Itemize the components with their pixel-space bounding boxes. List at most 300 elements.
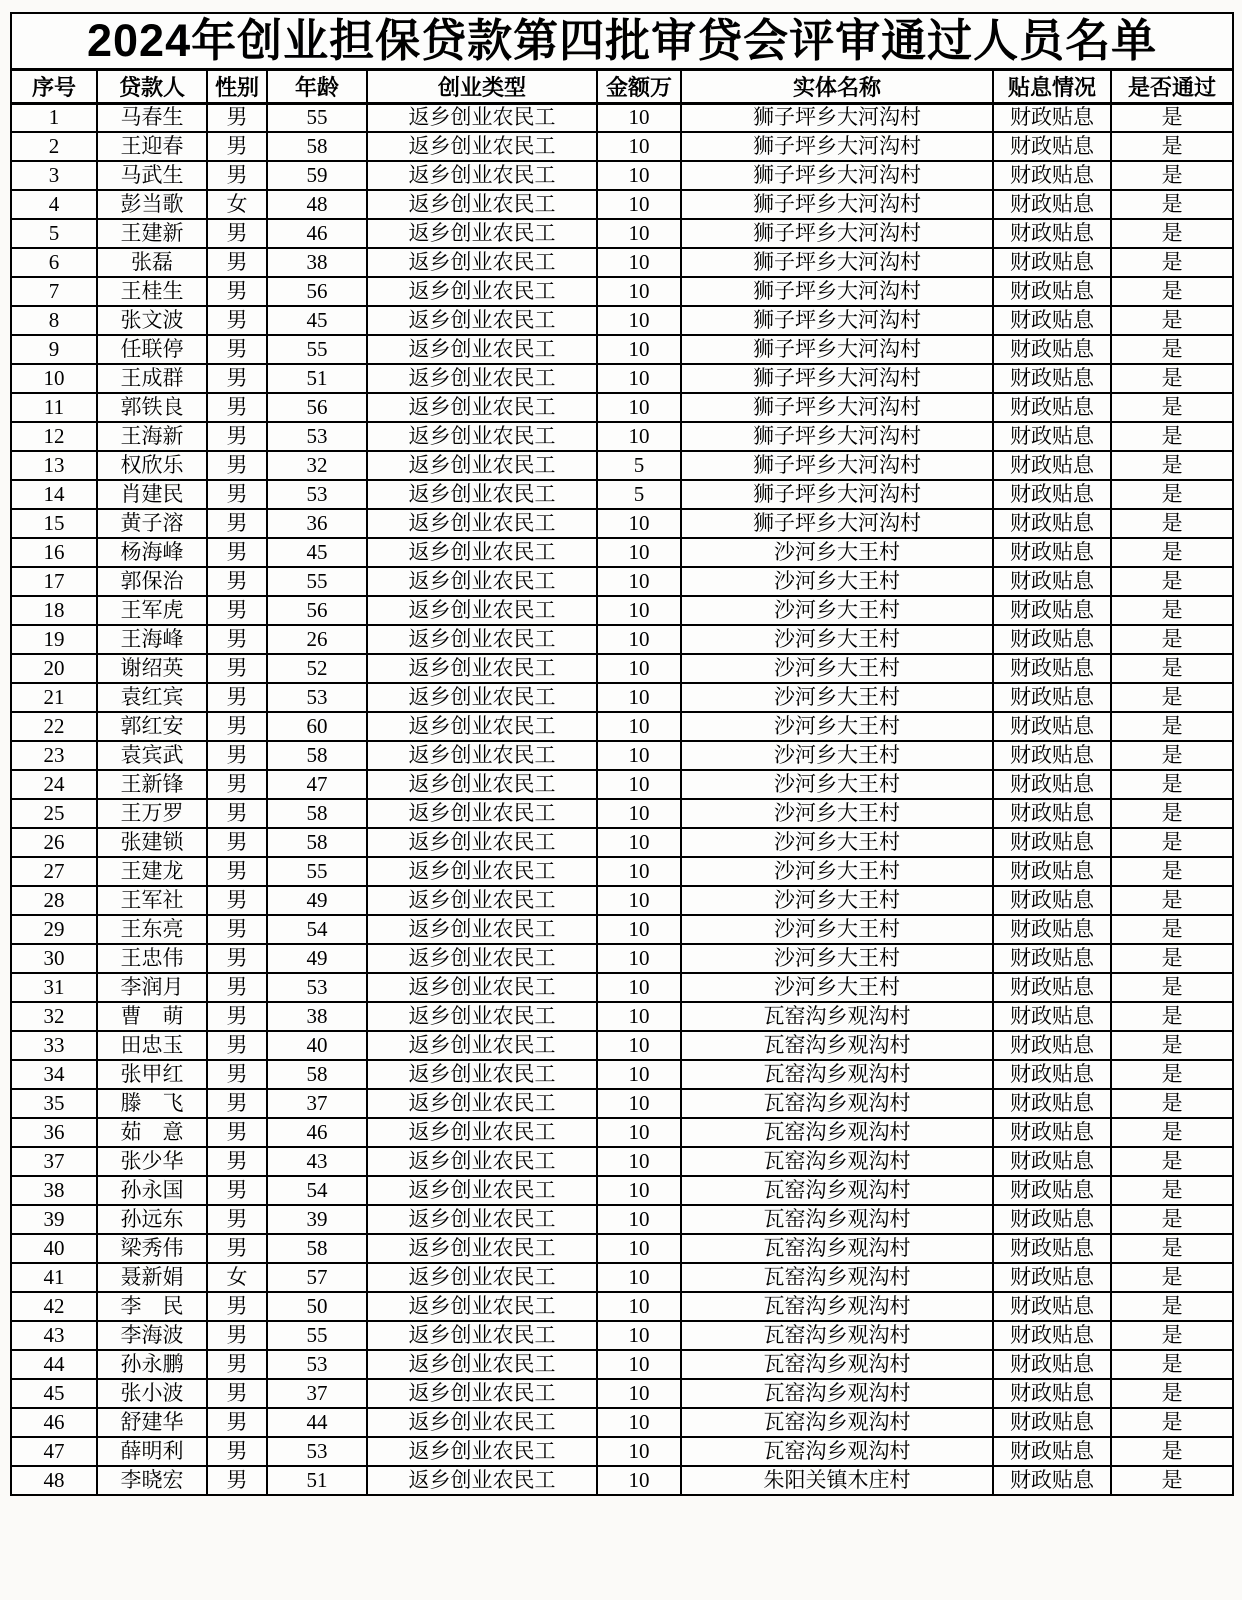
- cell-approved: 是: [1111, 1176, 1233, 1205]
- cell-amount: 10: [597, 306, 681, 335]
- table-row: [11, 915, 1233, 944]
- cell-gender: 男: [207, 1408, 267, 1437]
- table-row: [11, 1408, 1233, 1437]
- table-row: [11, 219, 1233, 248]
- table-row: [11, 509, 1233, 538]
- table-row: [11, 1263, 1233, 1292]
- column-header-approved: 是否通过: [1111, 69, 1233, 103]
- cell-approved: 是: [1111, 393, 1233, 422]
- cell-subsidy: 财政贴息: [993, 1408, 1111, 1437]
- cell-business-type: 返乡创业农民工: [367, 451, 597, 480]
- cell-age: 37: [267, 1089, 367, 1118]
- cell-approved: 是: [1111, 364, 1233, 393]
- cell-index: 1: [11, 103, 97, 132]
- cell-entity: 狮子坪乡大河沟村: [681, 103, 993, 132]
- cell-subsidy: 财政贴息: [993, 886, 1111, 915]
- cell-entity: 瓦窑沟乡观沟村: [681, 1408, 993, 1437]
- table-row: [11, 393, 1233, 422]
- cell-borrower: 孙远东: [97, 1205, 207, 1234]
- cell-index: 38: [11, 1176, 97, 1205]
- column-header-borrower: 贷款人: [97, 69, 207, 103]
- cell-subsidy: 财政贴息: [993, 1321, 1111, 1350]
- cell-subsidy: 财政贴息: [993, 306, 1111, 335]
- cell-entity: 沙河乡大王村: [681, 828, 993, 857]
- column-header-age: 年龄: [267, 69, 367, 103]
- cell-index: 41: [11, 1263, 97, 1292]
- cell-amount: 10: [597, 1176, 681, 1205]
- column-header-entity: 实体名称: [681, 69, 993, 103]
- cell-entity: 瓦窑沟乡观沟村: [681, 1002, 993, 1031]
- cell-subsidy: 财政贴息: [993, 944, 1111, 973]
- cell-index: 16: [11, 538, 97, 567]
- cell-borrower: 张文波: [97, 306, 207, 335]
- cell-age: 32: [267, 451, 367, 480]
- cell-amount: 10: [597, 886, 681, 915]
- cell-amount: 10: [597, 712, 681, 741]
- cell-approved: 是: [1111, 1321, 1233, 1350]
- column-header-gender: 性别: [207, 69, 267, 103]
- cell-gender: 男: [207, 306, 267, 335]
- cell-subsidy: 财政贴息: [993, 915, 1111, 944]
- cell-subsidy: 财政贴息: [993, 1147, 1111, 1176]
- cell-subsidy: 财政贴息: [993, 277, 1111, 306]
- cell-index: 32: [11, 1002, 97, 1031]
- cell-amount: 10: [597, 973, 681, 1002]
- cell-age: 43: [267, 1147, 367, 1176]
- loan-approval-table: [10, 12, 1234, 1496]
- cell-business-type: 返乡创业农民工: [367, 1321, 597, 1350]
- cell-gender: 男: [207, 335, 267, 364]
- cell-approved: 是: [1111, 799, 1233, 828]
- table-row: [11, 1466, 1233, 1495]
- cell-age: 36: [267, 509, 367, 538]
- cell-business-type: 返乡创业农民工: [367, 277, 597, 306]
- cell-entity: 瓦窑沟乡观沟村: [681, 1263, 993, 1292]
- cell-index: 48: [11, 1466, 97, 1495]
- cell-business-type: 返乡创业农民工: [367, 741, 597, 770]
- cell-amount: 10: [597, 683, 681, 712]
- cell-subsidy: 财政贴息: [993, 1350, 1111, 1379]
- table-row: [11, 422, 1233, 451]
- cell-index: 20: [11, 654, 97, 683]
- cell-borrower: 王军虎: [97, 596, 207, 625]
- cell-entity: 瓦窑沟乡观沟村: [681, 1118, 993, 1147]
- cell-borrower: 张建锁: [97, 828, 207, 857]
- cell-age: 49: [267, 944, 367, 973]
- cell-borrower: 王海新: [97, 422, 207, 451]
- cell-age: 53: [267, 1350, 367, 1379]
- cell-business-type: 返乡创业农民工: [367, 712, 597, 741]
- cell-subsidy: 财政贴息: [993, 625, 1111, 654]
- cell-index: 40: [11, 1234, 97, 1263]
- cell-business-type: 返乡创业农民工: [367, 915, 597, 944]
- cell-business-type: 返乡创业农民工: [367, 1350, 597, 1379]
- cell-amount: 10: [597, 1263, 681, 1292]
- cell-approved: 是: [1111, 712, 1233, 741]
- cell-entity: 狮子坪乡大河沟村: [681, 190, 993, 219]
- cell-gender: 男: [207, 799, 267, 828]
- cell-amount: 10: [597, 364, 681, 393]
- cell-borrower: 薛明利: [97, 1437, 207, 1466]
- table-row: [11, 944, 1233, 973]
- table-body: [11, 103, 1233, 1495]
- cell-age: 59: [267, 161, 367, 190]
- cell-borrower: 袁红宾: [97, 683, 207, 712]
- cell-borrower: 张磊: [97, 248, 207, 277]
- cell-age: 55: [267, 857, 367, 886]
- cell-amount: 10: [597, 567, 681, 596]
- cell-business-type: 返乡创业农民工: [367, 1292, 597, 1321]
- cell-approved: 是: [1111, 422, 1233, 451]
- cell-business-type: 返乡创业农民工: [367, 1379, 597, 1408]
- cell-entity: 狮子坪乡大河沟村: [681, 335, 993, 364]
- cell-approved: 是: [1111, 538, 1233, 567]
- cell-index: 37: [11, 1147, 97, 1176]
- cell-subsidy: 财政贴息: [993, 364, 1111, 393]
- cell-approved: 是: [1111, 277, 1233, 306]
- cell-subsidy: 财政贴息: [993, 1176, 1111, 1205]
- cell-business-type: 返乡创业农民工: [367, 1408, 597, 1437]
- cell-entity: 沙河乡大王村: [681, 538, 993, 567]
- cell-gender: 男: [207, 654, 267, 683]
- cell-age: 44: [267, 1408, 367, 1437]
- cell-borrower: 王桂生: [97, 277, 207, 306]
- cell-amount: 10: [597, 1205, 681, 1234]
- cell-entity: 瓦窑沟乡观沟村: [681, 1234, 993, 1263]
- cell-subsidy: 财政贴息: [993, 741, 1111, 770]
- cell-entity: 沙河乡大王村: [681, 857, 993, 886]
- cell-borrower: 王建新: [97, 219, 207, 248]
- cell-entity: 狮子坪乡大河沟村: [681, 451, 993, 480]
- cell-age: 58: [267, 1234, 367, 1263]
- cell-age: 38: [267, 248, 367, 277]
- cell-borrower: 彭当歌: [97, 190, 207, 219]
- cell-gender: 男: [207, 1176, 267, 1205]
- cell-business-type: 返乡创业农民工: [367, 1031, 597, 1060]
- cell-gender: 男: [207, 712, 267, 741]
- table-row: [11, 335, 1233, 364]
- cell-approved: 是: [1111, 1350, 1233, 1379]
- cell-gender: 男: [207, 741, 267, 770]
- cell-gender: 男: [207, 1379, 267, 1408]
- cell-age: 45: [267, 306, 367, 335]
- cell-entity: 瓦窑沟乡观沟村: [681, 1060, 993, 1089]
- cell-approved: 是: [1111, 567, 1233, 596]
- cell-approved: 是: [1111, 741, 1233, 770]
- cell-index: 13: [11, 451, 97, 480]
- cell-business-type: 返乡创业农民工: [367, 422, 597, 451]
- cell-amount: 10: [597, 538, 681, 567]
- cell-borrower: 张小波: [97, 1379, 207, 1408]
- cell-subsidy: 财政贴息: [993, 1437, 1111, 1466]
- cell-age: 46: [267, 1118, 367, 1147]
- cell-business-type: 返乡创业农民工: [367, 306, 597, 335]
- cell-age: 58: [267, 828, 367, 857]
- cell-entity: 狮子坪乡大河沟村: [681, 248, 993, 277]
- cell-age: 38: [267, 1002, 367, 1031]
- cell-index: 31: [11, 973, 97, 1002]
- cell-index: 22: [11, 712, 97, 741]
- cell-business-type: 返乡创业农民工: [367, 364, 597, 393]
- cell-gender: 男: [207, 1466, 267, 1495]
- cell-amount: 10: [597, 277, 681, 306]
- cell-business-type: 返乡创业农民工: [367, 683, 597, 712]
- table-row: [11, 596, 1233, 625]
- cell-subsidy: 财政贴息: [993, 451, 1111, 480]
- cell-amount: 10: [597, 1147, 681, 1176]
- cell-subsidy: 财政贴息: [993, 1031, 1111, 1060]
- cell-entity: 瓦窑沟乡观沟村: [681, 1350, 993, 1379]
- cell-amount: 10: [597, 1234, 681, 1263]
- cell-entity: 沙河乡大王村: [681, 654, 993, 683]
- cell-entity: 瓦窑沟乡观沟村: [681, 1089, 993, 1118]
- cell-gender: 男: [207, 973, 267, 1002]
- table-row: [11, 538, 1233, 567]
- cell-entity: 狮子坪乡大河沟村: [681, 277, 993, 306]
- table-row: [11, 973, 1233, 1002]
- cell-approved: 是: [1111, 1379, 1233, 1408]
- cell-amount: 10: [597, 857, 681, 886]
- cell-borrower: 李海波: [97, 1321, 207, 1350]
- column-header-amount: 金额万: [597, 69, 681, 103]
- cell-business-type: 返乡创业农民工: [367, 1263, 597, 1292]
- cell-borrower: 王建龙: [97, 857, 207, 886]
- table-row: [11, 1350, 1233, 1379]
- cell-index: 39: [11, 1205, 97, 1234]
- cell-subsidy: 财政贴息: [993, 480, 1111, 509]
- cell-gender: 男: [207, 857, 267, 886]
- cell-entity: 沙河乡大王村: [681, 741, 993, 770]
- cell-gender: 男: [207, 683, 267, 712]
- table-row: [11, 190, 1233, 219]
- cell-age: 54: [267, 1176, 367, 1205]
- cell-age: 50: [267, 1292, 367, 1321]
- cell-borrower: 张少华: [97, 1147, 207, 1176]
- cell-entity: 瓦窑沟乡观沟村: [681, 1031, 993, 1060]
- cell-business-type: 返乡创业农民工: [367, 886, 597, 915]
- cell-subsidy: 财政贴息: [993, 248, 1111, 277]
- cell-amount: 10: [597, 1466, 681, 1495]
- cell-borrower: 马春生: [97, 103, 207, 132]
- cell-business-type: 返乡创业农民工: [367, 799, 597, 828]
- title-row: [11, 13, 1233, 69]
- cell-gender: 男: [207, 1147, 267, 1176]
- cell-gender: 男: [207, 364, 267, 393]
- cell-business-type: 返乡创业农民工: [367, 625, 597, 654]
- cell-entity: 狮子坪乡大河沟村: [681, 306, 993, 335]
- cell-age: 58: [267, 741, 367, 770]
- cell-gender: 男: [207, 567, 267, 596]
- cell-index: 35: [11, 1089, 97, 1118]
- cell-approved: 是: [1111, 480, 1233, 509]
- cell-entity: 狮子坪乡大河沟村: [681, 422, 993, 451]
- cell-subsidy: 财政贴息: [993, 393, 1111, 422]
- cell-borrower: 杨海峰: [97, 538, 207, 567]
- cell-age: 40: [267, 1031, 367, 1060]
- cell-amount: 10: [597, 770, 681, 799]
- cell-entity: 沙河乡大王村: [681, 567, 993, 596]
- cell-entity: 沙河乡大王村: [681, 596, 993, 625]
- cell-subsidy: 财政贴息: [993, 219, 1111, 248]
- cell-age: 55: [267, 103, 367, 132]
- table-row: [11, 364, 1233, 393]
- cell-approved: 是: [1111, 1002, 1233, 1031]
- cell-business-type: 返乡创业农民工: [367, 654, 597, 683]
- cell-borrower: 权欣乐: [97, 451, 207, 480]
- cell-approved: 是: [1111, 1147, 1233, 1176]
- cell-gender: 男: [207, 886, 267, 915]
- cell-subsidy: 财政贴息: [993, 1060, 1111, 1089]
- cell-age: 55: [267, 1321, 367, 1350]
- cell-approved: 是: [1111, 654, 1233, 683]
- cell-borrower: 郭红安: [97, 712, 207, 741]
- cell-approved: 是: [1111, 248, 1233, 277]
- cell-index: 18: [11, 596, 97, 625]
- cell-amount: 10: [597, 1292, 681, 1321]
- cell-subsidy: 财政贴息: [993, 1466, 1111, 1495]
- cell-approved: 是: [1111, 625, 1233, 654]
- cell-amount: 10: [597, 1321, 681, 1350]
- cell-index: 21: [11, 683, 97, 712]
- cell-age: 56: [267, 393, 367, 422]
- cell-entity: 瓦窑沟乡观沟村: [681, 1321, 993, 1350]
- cell-borrower: 李润月: [97, 973, 207, 1002]
- cell-subsidy: 财政贴息: [993, 1205, 1111, 1234]
- cell-gender: 男: [207, 596, 267, 625]
- cell-entity: 沙河乡大王村: [681, 625, 993, 654]
- column-header-index: 序号: [11, 69, 97, 103]
- cell-age: 45: [267, 538, 367, 567]
- cell-age: 46: [267, 219, 367, 248]
- cell-entity: 狮子坪乡大河沟村: [681, 364, 993, 393]
- cell-borrower: 袁宾武: [97, 741, 207, 770]
- cell-business-type: 返乡创业农民工: [367, 1147, 597, 1176]
- cell-business-type: 返乡创业农民工: [367, 828, 597, 857]
- cell-amount: 10: [597, 1118, 681, 1147]
- table-row: [11, 625, 1233, 654]
- cell-age: 51: [267, 364, 367, 393]
- cell-amount: 10: [597, 422, 681, 451]
- cell-age: 53: [267, 1437, 367, 1466]
- cell-borrower: 茹 意: [97, 1118, 207, 1147]
- cell-business-type: 返乡创业农民工: [367, 219, 597, 248]
- table-row: [11, 886, 1233, 915]
- cell-business-type: 返乡创业农民工: [367, 509, 597, 538]
- table-row: [11, 741, 1233, 770]
- cell-index: 36: [11, 1118, 97, 1147]
- cell-borrower: 田忠玉: [97, 1031, 207, 1060]
- cell-index: 23: [11, 741, 97, 770]
- cell-amount: 10: [597, 248, 681, 277]
- cell-entity: 沙河乡大王村: [681, 683, 993, 712]
- cell-index: 34: [11, 1060, 97, 1089]
- cell-borrower: 王万罗: [97, 799, 207, 828]
- cell-index: 11: [11, 393, 97, 422]
- cell-entity: 狮子坪乡大河沟村: [681, 393, 993, 422]
- cell-age: 48: [267, 190, 367, 219]
- cell-gender: 男: [207, 1205, 267, 1234]
- cell-age: 26: [267, 625, 367, 654]
- cell-subsidy: 财政贴息: [993, 1292, 1111, 1321]
- cell-index: 43: [11, 1321, 97, 1350]
- cell-borrower: 王忠伟: [97, 944, 207, 973]
- cell-subsidy: 财政贴息: [993, 422, 1111, 451]
- cell-business-type: 返乡创业农民工: [367, 857, 597, 886]
- cell-approved: 是: [1111, 1466, 1233, 1495]
- cell-approved: 是: [1111, 1118, 1233, 1147]
- cell-subsidy: 财政贴息: [993, 596, 1111, 625]
- cell-amount: 10: [597, 1002, 681, 1031]
- cell-borrower: 孙永国: [97, 1176, 207, 1205]
- cell-amount: 10: [597, 509, 681, 538]
- cell-subsidy: 财政贴息: [993, 1089, 1111, 1118]
- cell-gender: 男: [207, 1292, 267, 1321]
- cell-amount: 10: [597, 799, 681, 828]
- cell-subsidy: 财政贴息: [993, 683, 1111, 712]
- cell-approved: 是: [1111, 828, 1233, 857]
- cell-approved: 是: [1111, 190, 1233, 219]
- cell-age: 58: [267, 799, 367, 828]
- cell-index: 44: [11, 1350, 97, 1379]
- cell-entity: 瓦窑沟乡观沟村: [681, 1437, 993, 1466]
- cell-index: 33: [11, 1031, 97, 1060]
- cell-gender: 男: [207, 103, 267, 132]
- cell-subsidy: 财政贴息: [993, 161, 1111, 190]
- cell-age: 58: [267, 132, 367, 161]
- cell-age: 53: [267, 422, 367, 451]
- table-row: [11, 1176, 1233, 1205]
- cell-index: 27: [11, 857, 97, 886]
- cell-entity: 沙河乡大王村: [681, 770, 993, 799]
- table-row: [11, 1147, 1233, 1176]
- cell-business-type: 返乡创业农民工: [367, 132, 597, 161]
- cell-borrower: 滕 飞: [97, 1089, 207, 1118]
- table-row: [11, 103, 1233, 132]
- cell-business-type: 返乡创业农民工: [367, 1118, 597, 1147]
- cell-approved: 是: [1111, 219, 1233, 248]
- table-row: [11, 1205, 1233, 1234]
- cell-amount: 10: [597, 1437, 681, 1466]
- cell-gender: 男: [207, 1437, 267, 1466]
- cell-gender: 男: [207, 944, 267, 973]
- cell-age: 55: [267, 335, 367, 364]
- cell-gender: 女: [207, 190, 267, 219]
- cell-borrower: 张甲红: [97, 1060, 207, 1089]
- cell-approved: 是: [1111, 944, 1233, 973]
- table-row: [11, 1292, 1233, 1321]
- cell-approved: 是: [1111, 161, 1233, 190]
- cell-approved: 是: [1111, 1060, 1233, 1089]
- cell-gender: 男: [207, 422, 267, 451]
- cell-subsidy: 财政贴息: [993, 1118, 1111, 1147]
- cell-approved: 是: [1111, 335, 1233, 364]
- cell-age: 60: [267, 712, 367, 741]
- cell-business-type: 返乡创业农民工: [367, 1234, 597, 1263]
- cell-index: 4: [11, 190, 97, 219]
- cell-approved: 是: [1111, 770, 1233, 799]
- cell-amount: 10: [597, 944, 681, 973]
- cell-gender: 男: [207, 277, 267, 306]
- cell-approved: 是: [1111, 857, 1233, 886]
- cell-approved: 是: [1111, 1031, 1233, 1060]
- cell-index: 28: [11, 886, 97, 915]
- cell-business-type: 返乡创业农民工: [367, 567, 597, 596]
- cell-amount: 10: [597, 596, 681, 625]
- cell-gender: 男: [207, 1031, 267, 1060]
- table-row: [11, 480, 1233, 509]
- cell-business-type: 返乡创业农民工: [367, 393, 597, 422]
- cell-business-type: 返乡创业农民工: [367, 1176, 597, 1205]
